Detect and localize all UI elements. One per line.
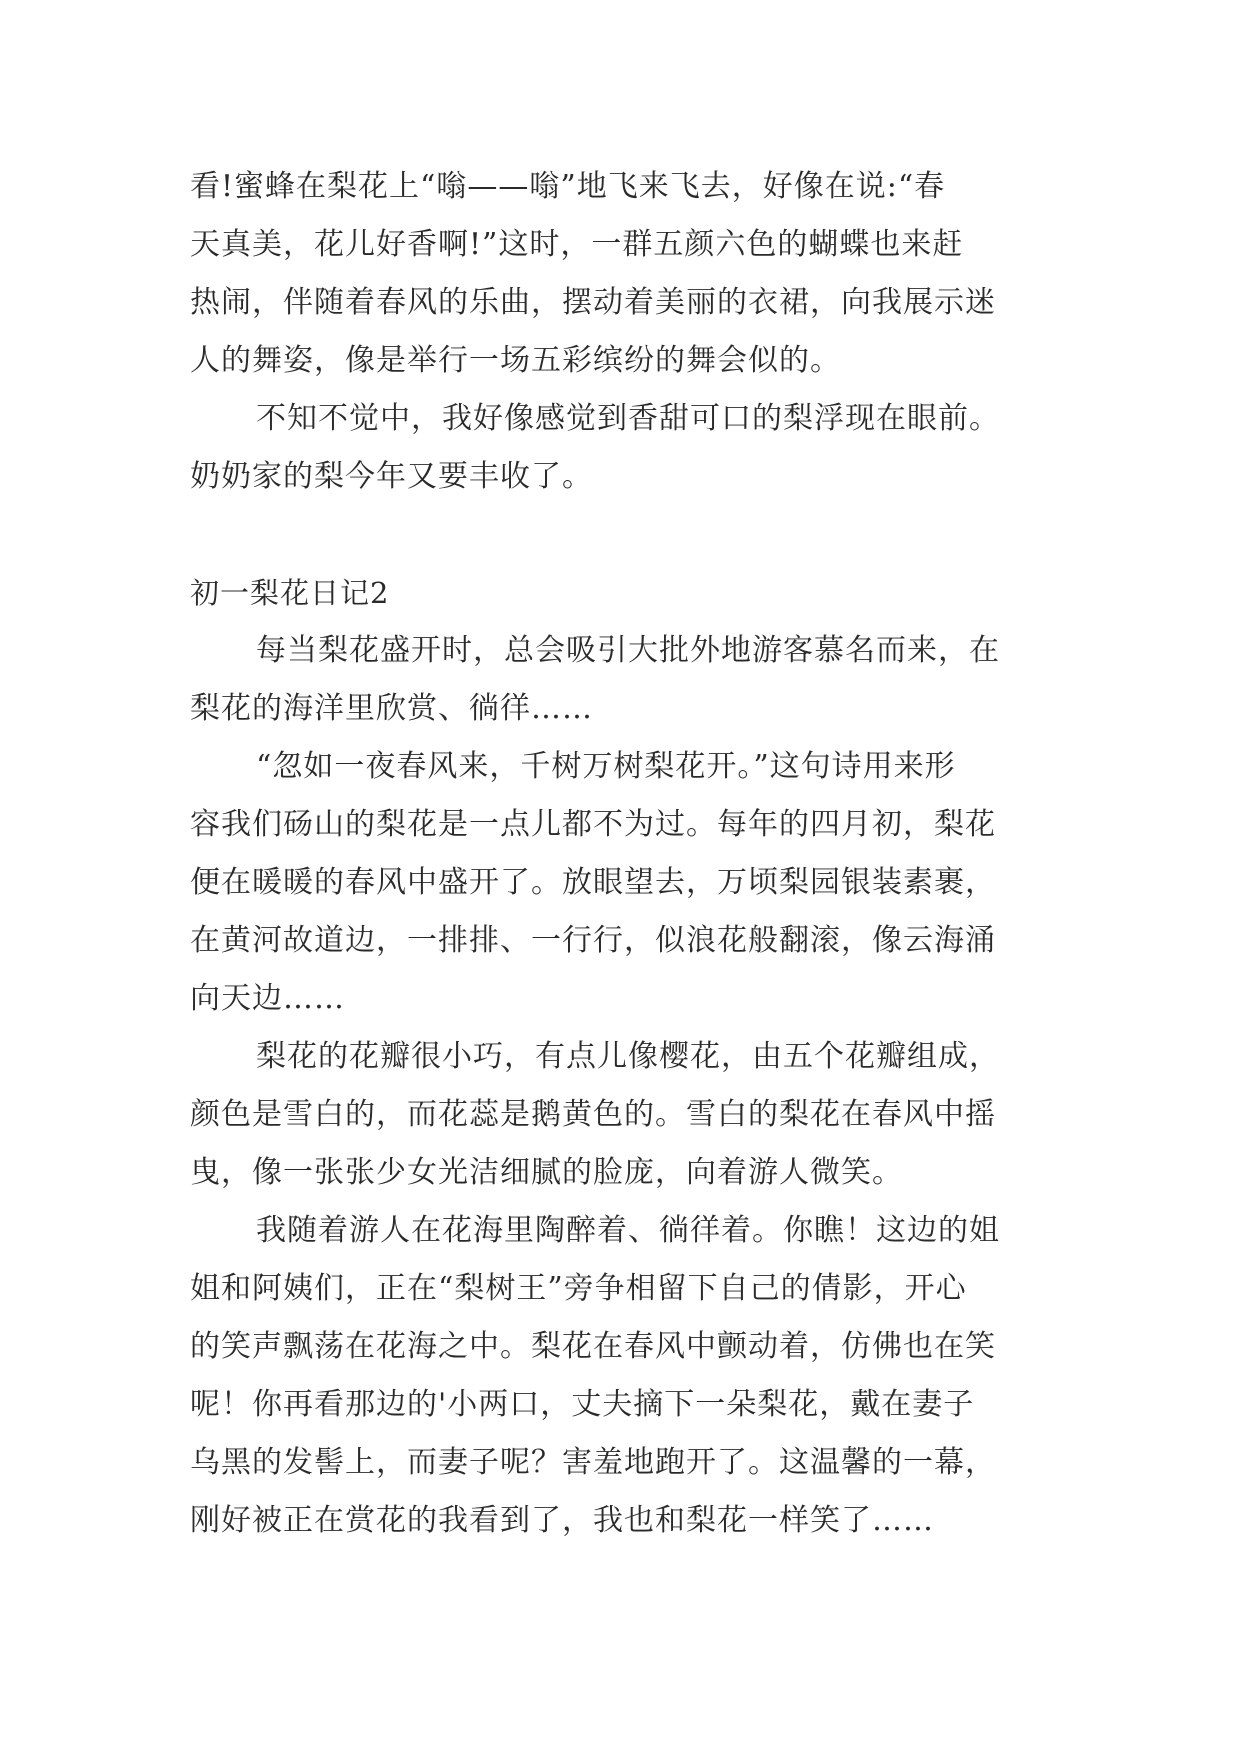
text-line: 看!蜜蜂在梨花上“嗡——嗡”地飞来飞去，好像在说:“春 <box>190 169 946 204</box>
text-line: 热闹，伴随着春风的乐曲，摆动着美丽的衣裙，向我展示迷 <box>190 285 996 320</box>
text-line: 向天边…… <box>190 981 345 1016</box>
document-body <box>190 158 1050 1550</box>
text-line: 天真美，花儿好香啊!”这时，一群五颜六色的蝴蝶也来赶 <box>190 227 964 262</box>
text-line: 的笑声飘荡在花海之中。梨花在春风中颤动着，仿佛也在笑 <box>190 1329 996 1364</box>
text-line: 每当梨花盛开时，总会吸引大批外地游客慕名而来，在 <box>256 633 1000 668</box>
text-line: 刚好被正在赏花的我看到了，我也和梨花一样笑了…… <box>190 1503 934 1538</box>
text-line: 颜色是雪白的，而花蕊是鹅黄色的。雪白的梨花在春风中摇 <box>190 1097 996 1132</box>
text-line: 姐和阿姨们，正在“梨树王”旁争相留下自己的倩影，开心 <box>190 1271 967 1306</box>
blank-line <box>190 506 1050 564</box>
section-title: 初一梨花日记2 <box>190 576 390 610</box>
text-line: 我随着游人在花海里陶醉着、徜徉着。你瞧！这边的姐 <box>256 1213 1000 1248</box>
text-line: 梨花的花瓣很小巧，有点儿像樱花，由五个花瓣组成， <box>256 1039 1000 1074</box>
text-line: 奶奶家的梨今年又要丰收了。 <box>190 459 593 494</box>
text-line: 容我们砀山的梨花是一点儿都不为过。每年的四月初，梨花 <box>190 807 996 842</box>
text-line: 梨花的海洋里欣赏、徜徉…… <box>190 691 593 726</box>
text-line: 人的舞姿，像是举行一场五彩缤纷的舞会似的。 <box>190 343 841 378</box>
text-line: 在黄河故道边，一排排、一行行，似浪花般翻滚，像云海涌 <box>190 923 996 958</box>
text-line: 曳，像一张张少女光洁细腻的脸庞，向着游人微笑。 <box>190 1155 903 1190</box>
text-line: 不知不觉中，我好像感觉到香甜可口的梨浮现在眼前。 <box>256 401 1000 436</box>
text-line: 乌黑的发髻上，而妻子呢？害羞地跑开了。这温馨的一幕， <box>190 1445 996 1480</box>
text-line: 呢！你再看那边的'小两口，丈夫摘下一朵梨花，戴在妻子 <box>190 1387 975 1422</box>
text-line: “忽如一夜春风来，千树万树梨花开。”这句诗用来形 <box>256 749 956 784</box>
text-line: 便在暖暖的春风中盛开了。放眼望去，万顷梨园银装素裹， <box>190 865 996 900</box>
